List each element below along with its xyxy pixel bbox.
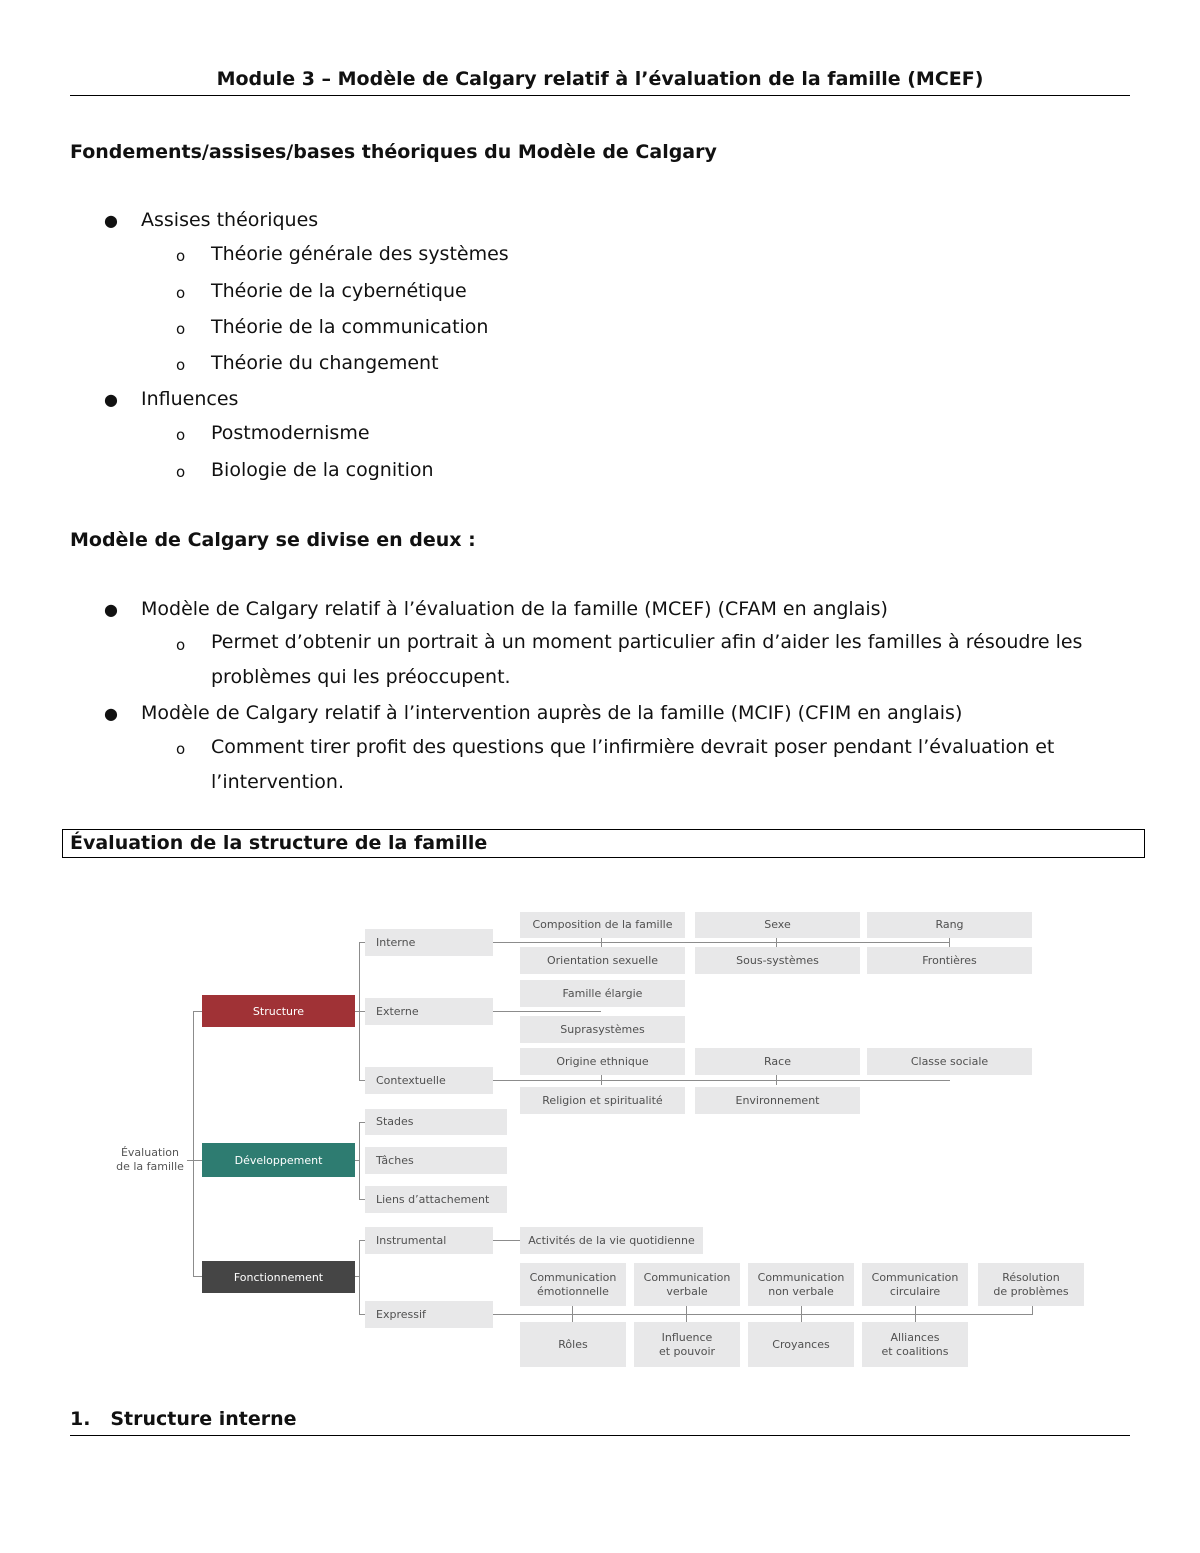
node-line: Communication (757, 1270, 845, 1284)
sub-bullet-icon: o (176, 740, 186, 758)
bullet-icon: ● (104, 704, 118, 723)
connector-line (776, 937, 777, 947)
rang-node: Rang (867, 912, 1032, 938)
connector-line (493, 942, 950, 943)
list-item: Modèle de Calgary relatif à l’évaluation de la famille (MCEF) (CFAM en anglais) (141, 598, 888, 620)
title-underline (70, 95, 1130, 96)
sexe-node: Sexe (695, 912, 860, 938)
instrumental-node: Instrumental (365, 1227, 493, 1254)
section-heading-structure-box: Évaluation de la structure de la famille (62, 829, 1145, 858)
list-item: Influences (141, 388, 239, 410)
sub-bullet-icon: o (176, 426, 186, 444)
connector-line (949, 937, 950, 947)
connector-line (359, 1122, 365, 1123)
connector-line (601, 1075, 602, 1085)
composition-node: Composition de la famille (520, 912, 685, 938)
node-line: verbale (666, 1284, 708, 1298)
node-line: et coalitions (881, 1344, 949, 1358)
connector-line (359, 1080, 365, 1081)
developpement-node: Développement (202, 1143, 355, 1177)
alliances-coalitions-node (862, 1322, 968, 1367)
node-line: non verbale (768, 1284, 834, 1298)
croyances-node (748, 1322, 854, 1367)
node-line: Alliances (890, 1330, 940, 1344)
resolution-problemes-node (978, 1263, 1084, 1306)
node-line: de problèmes (993, 1284, 1069, 1298)
root-line: de la famille (116, 1160, 184, 1173)
connector-line (359, 1240, 360, 1314)
sub-list-item: Théorie de la communication (211, 316, 489, 338)
connector-line (915, 1306, 916, 1322)
communication-circulaire-node (862, 1263, 968, 1306)
node-line: Rôles (558, 1337, 588, 1351)
connector-line (493, 1240, 520, 1241)
connector-line (193, 1011, 202, 1012)
orientation-node: Orientation sexuelle (520, 947, 685, 974)
list-item: Modèle de Calgary relatif à l’intervention auprès de la famille (MCIF) (CFIM en anglais) (141, 702, 963, 724)
connector-line (686, 1306, 687, 1322)
sub-list-item: Biologie de la cognition (211, 459, 434, 481)
roles-node (520, 1322, 626, 1367)
root-line: Évaluation (120, 1146, 180, 1159)
origine-ethnique-node: Origine ethnique (520, 1048, 685, 1075)
bullet-icon: ● (104, 600, 118, 619)
node-line: émotionnelle (537, 1284, 609, 1298)
sub-list-item: Théorie du changement (211, 352, 439, 374)
contextuelle-node: Contextuelle (365, 1067, 493, 1094)
interne-node: Interne (365, 929, 493, 956)
connector-line (355, 1160, 360, 1161)
connector-line (493, 1080, 950, 1081)
connector-line (493, 1011, 601, 1012)
connector-line (193, 1276, 202, 1277)
famille-elargie-node: Famille élargie (520, 980, 685, 1007)
node-line: Influence (661, 1330, 713, 1344)
node-line: Communication (871, 1270, 959, 1284)
connector-line (187, 1160, 202, 1161)
communication-emotionnelle-node (520, 1263, 626, 1306)
connector-line (355, 1276, 360, 1277)
section-heading-division: Modèle de Calgary se divise en deux : (70, 529, 476, 551)
liens-attachement-node: Liens d’attachement (365, 1186, 507, 1213)
influence-pouvoir-node (634, 1322, 740, 1367)
sub-paragraph: Comment tirer profit des questions que l’infirmière devrait poser pendant l’évaluation et l’intervention. (211, 736, 1055, 793)
bullet-icon: ● (104, 211, 118, 230)
stades-node: Stades (365, 1109, 507, 1135)
sub-bullet-icon: o (176, 284, 186, 302)
externe-node: Externe (365, 998, 493, 1025)
communication-non-verbale-node (748, 1263, 854, 1306)
environnement-node: Environnement (695, 1087, 860, 1114)
node-line: Résolution (1002, 1270, 1060, 1284)
sub-bullet-icon: o (176, 320, 186, 338)
suprasystemes-node: Suprasystèmes (520, 1016, 685, 1043)
sub-bullet-icon: o (176, 463, 186, 481)
classe-sociale-node: Classe sociale (867, 1048, 1032, 1075)
structure-node: Structure (202, 995, 355, 1027)
section-heading-fondements: Fondements/assises/bases théoriques du Modèle de Calgary (70, 141, 717, 163)
node-line: Communication (529, 1270, 617, 1284)
sous-systemes-node: Sous-systèmes (695, 947, 860, 974)
connector-line (801, 1306, 802, 1322)
connector-line (355, 1011, 365, 1012)
fonctionnement-node: Fonctionnement (202, 1261, 355, 1293)
connector-line (1032, 1306, 1033, 1314)
religion-node: Religion et spiritualité (520, 1087, 685, 1114)
section-number: 1. (70, 1408, 91, 1430)
connector-line (359, 942, 360, 1080)
node-line: Communication (643, 1270, 731, 1284)
bullet-icon: ● (104, 390, 118, 409)
connector-line (193, 1011, 194, 1276)
node-line: et pouvoir (658, 1344, 716, 1358)
activites-node: Activités de la vie quotidienne (520, 1227, 703, 1254)
node-line: circulaire (889, 1284, 941, 1298)
list-item: Assises théoriques (141, 209, 319, 231)
section-underline (70, 1435, 1130, 1436)
section-heading-text: Structure interne (110, 1408, 297, 1430)
node-line: Croyances (772, 1337, 830, 1351)
connector-line (359, 1240, 365, 1241)
connector-line (493, 1314, 1033, 1315)
connector-line (359, 942, 365, 943)
connector-line (359, 1122, 360, 1199)
race-node: Race (695, 1048, 860, 1075)
taches-node: Tâches (365, 1147, 507, 1174)
section-heading-structure-interne (70, 1408, 297, 1430)
page-title: Module 3 – Modèle de Calgary relatif à l’évaluation de la famille (MCEF) (216, 68, 984, 90)
diagram-root-label (110, 1146, 190, 1174)
frontieres-node: Frontières (867, 947, 1032, 974)
sub-paragraph: Permet d’obtenir un portrait à un moment particulier afin d’aider les familles à résoudre les problèmes qui les préoccupent. (211, 631, 1083, 688)
sub-list-item: Théorie de la cybernétique (211, 280, 467, 302)
connector-line (601, 937, 602, 947)
connector-line (359, 1199, 365, 1200)
sub-bullet-icon: o (176, 636, 186, 654)
communication-verbale-node (634, 1263, 740, 1306)
expressif-node: Expressif (365, 1301, 493, 1328)
sub-list-item: Théorie générale des systèmes (211, 243, 509, 265)
connector-line (776, 1075, 777, 1085)
sub-bullet-icon: o (176, 356, 186, 374)
connector-line (572, 1306, 573, 1322)
connector-line (359, 1314, 365, 1315)
sub-list-item: Postmodernisme (211, 422, 370, 444)
sub-bullet-icon: o (176, 247, 186, 265)
